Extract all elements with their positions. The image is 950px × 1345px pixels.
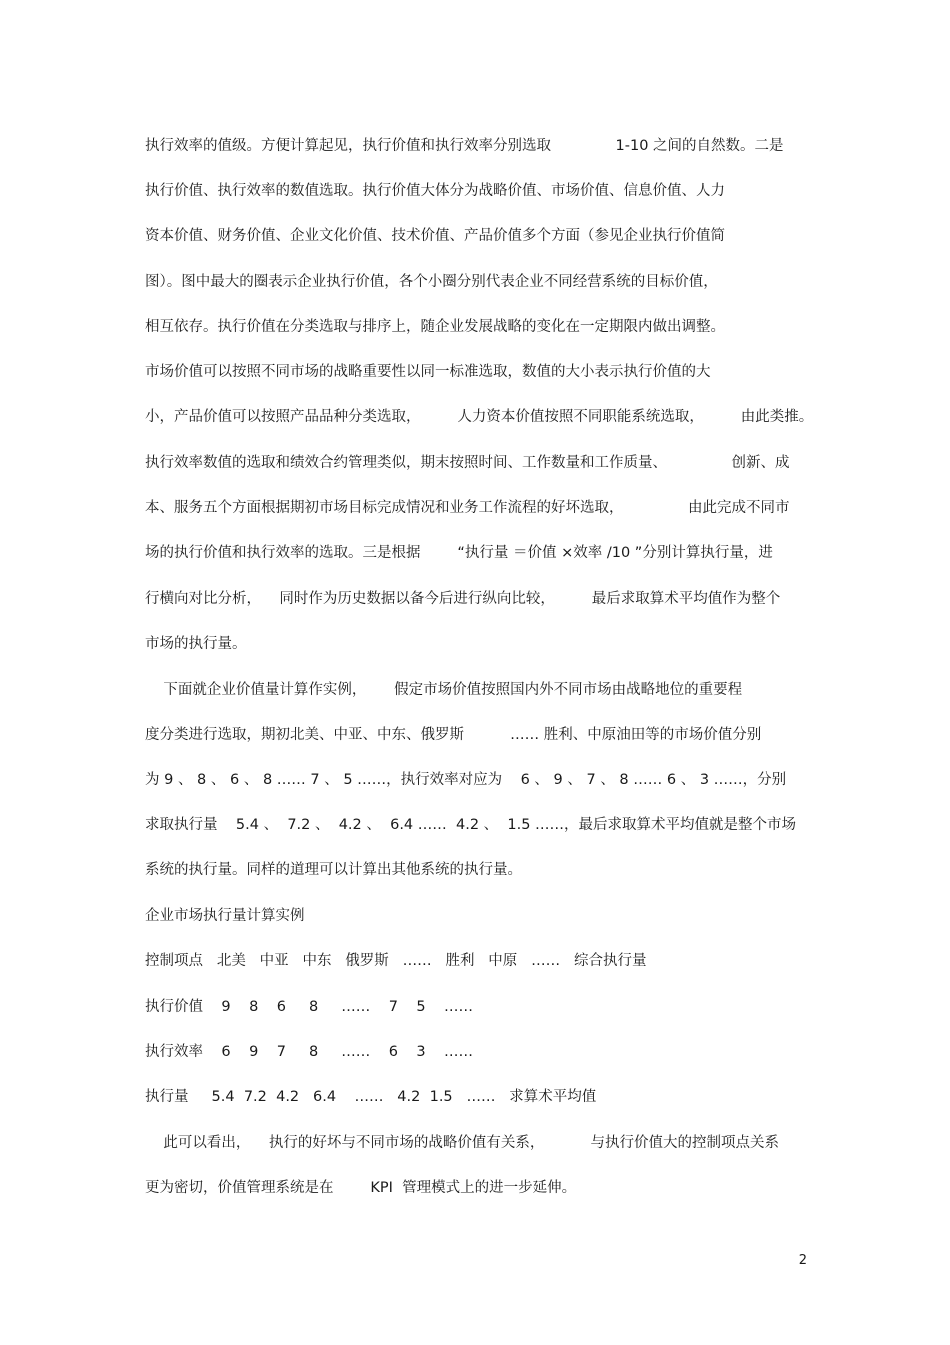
text-line: 相互依存。执行价值在分类选取与排序上，随企业发展战略的变化在一定期限内做出调整。 — [145, 319, 725, 335]
table-row-value: 执行价值 9 8 6 8 …… 7 5 …… — [145, 999, 474, 1015]
text-line: 度分类进行选取，期初北美、中亚、中东、俄罗斯 …… 胜利、中原油田等的市场价值分别 — [145, 727, 762, 743]
text-line: 市场的执行量。 — [145, 636, 247, 652]
text-line: 本、服务五个方面根据期初市场目标完成情况和业务工作流程的好坏选取， 由此完成不同市 — [145, 500, 790, 516]
paragraph-first-line: 此可以看出， 执行的好坏与不同市场的战略价值有关系， 与执行价值大的控制项点关系 — [145, 1135, 779, 1151]
text-line: 市场价值可以按照不同市场的战略重要性以同一标准选取，数值的大小表示执行价值的大 — [145, 364, 711, 380]
table-row-output: 执行量 5.4 7.2 4.2 6.4 …… 4.2 1.5 …… 求算术平均值 — [145, 1089, 597, 1105]
text-line: 为 9 、 8 、 6 、 8 …… 7 、 5 ……，执行效率对应为 6 、 9 、 7 、 8 …… 6 、 3 ……，分别 — [145, 772, 787, 788]
text-line: 小，产品价值可以按照产品品种分类选取， 人力资本价值按照不同职能系统选取， 由此类推。 — [145, 409, 814, 425]
text-line: 求取执行量 5.4 、 7.2 、 4.2 、 6.4 …… 4.2 、 1.5 ……，最后求取算术平均值就是整个市场 — [145, 817, 797, 833]
text-line: 系统的执行量。同样的道理可以计算出其他系统的执行量。 — [145, 862, 522, 878]
text-line: 更为密切，价值管理系统是在 KPI 管理模式上的进一步延伸。 — [145, 1180, 577, 1196]
example-heading: 企业市场执行量计算实例 — [145, 908, 305, 924]
table-row-header: 控制项点 北美 中亚 中东 俄罗斯 …… 胜利 中原 …… 综合执行量 — [145, 953, 647, 969]
text-line: 行横向对比分析， 同时作为历史数据以备今后进行纵向比较， 最后求取算术平均值作为整个 — [145, 591, 781, 607]
page-number: 2 — [798, 1253, 807, 1268]
text-line: 场的执行价值和执行效率的选取。三是根据 “执行量 ＝价值 ×效率 /10 ”分别计算执行量，进 — [145, 545, 773, 561]
text-line: 资本价值、财务价值、企业文化价值、技术价值、产品价值多个方面（参见企业执行价值简 — [145, 228, 725, 244]
text-line: 执行效率的值级。方便计算起见，执行价值和执行效率分别选取 1-10 之间的自然数。二是 — [145, 138, 784, 154]
paragraph-first-line: 下面就企业价值量计算作实例， 假定市场价值按照国内外不同市场由战略地位的重要程 — [145, 682, 743, 698]
text-line: 执行价值、执行效率的数值选取。执行价值大体分为战略价值、市场价值、信息价值、人力 — [145, 183, 725, 199]
table-row-efficiency: 执行效率 6 9 7 8 …… 6 3 …… — [145, 1044, 474, 1060]
text-line: 图）。图中最大的圈表示企业执行价值，各个小圈分别代表企业不同经营系统的目标价值， — [145, 274, 718, 290]
text-line: 执行效率数值的选取和绩效合约管理类似，期末按照时间、工作数量和工作质量、 创新、成 — [145, 455, 790, 471]
